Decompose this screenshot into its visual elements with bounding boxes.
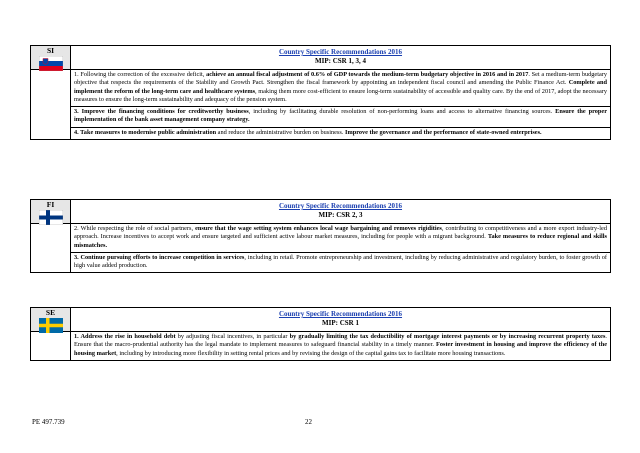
- slovenia-flag-icon: [39, 56, 63, 71]
- emphasis-text: 3. Continue pursuing efforts to increase competition in services: [74, 253, 245, 261]
- recommendation-item: [71, 107, 610, 128]
- emphasis-text: achieve an annual fiscal adjustment of 0.6% of GDP towards the medium-term budgetary objective in 2016 and in 2017: [206, 71, 529, 78]
- country-cell: [31, 308, 71, 331]
- body-text: by adjusting fiscal incentives, in particular: [175, 333, 290, 340]
- page-number: 22: [305, 418, 312, 426]
- body-text: , making them more cost-efficient to ensure long-term sustainability of accessible and quality care. By the end of 2017, adopt the necessary measures to ensure the long-term sustainability and adequacy of the pension system.: [74, 87, 607, 103]
- block-header: [31, 46, 610, 70]
- recommendations-link[interactable]: Country Specific Recommendations 2016: [278, 310, 403, 318]
- emphasis-text: 1. Address the rise in household debt: [74, 333, 176, 340]
- body-text: , including by facilitating durable resolution of non-performing loans and access to alternative financing sources.: [248, 108, 556, 116]
- country-code: SI: [46, 46, 55, 55]
- block-header: [31, 308, 610, 332]
- emphasis-text: Take measures to reduce regional and skills mismatches.: [74, 233, 607, 249]
- document-reference: PE 497.739: [32, 418, 65, 426]
- mip-label: MIP: CSR 2, 3: [318, 210, 363, 219]
- recommendation-list: [71, 332, 610, 360]
- recommendation-item: [71, 128, 610, 139]
- emphasis-text: ensure that the wage setting system enhances local wage bargaining and removes rigidities: [195, 225, 442, 232]
- country-block-fi: [30, 199, 611, 273]
- body-text: and reduce the administrative burden on business.: [216, 128, 345, 136]
- body-text: , including by introducing more flexibility in setting rental prices and by revising the design of the capital gains tax to facilitate more housing transactions.: [116, 349, 506, 357]
- recommendation-list: [71, 70, 610, 139]
- emphasis-text: 4. Take measures to modernise public administration: [74, 128, 217, 136]
- recommendation-item: [71, 224, 610, 253]
- recommendations-link[interactable]: Country Specific Recommendations 2016: [278, 202, 403, 210]
- emphasis-text: Ensure the proper implementation of the bank asset management company strategy.: [74, 108, 607, 124]
- recommendation-item: [71, 332, 610, 360]
- emphasis-text: 3. Improve the financing conditions for creditworthy business: [74, 108, 249, 116]
- block-title-area: [71, 200, 610, 223]
- country-code: SE: [45, 308, 56, 317]
- recommendations-link[interactable]: Country Specific Recommendations 2016: [278, 48, 403, 56]
- block-title-area: [71, 308, 610, 331]
- body-text: 1. Following the correction of the excessive deficit,: [74, 71, 207, 78]
- emphasis-text: by gradually limiting the tax deductibility of mortgage interest payments or by increasing recurrent property taxes: [289, 333, 606, 340]
- body-text: . Ensure that the macro-prudential authority has the legal mandate to implement measures to safeguard financial stability in a timely manner.: [74, 333, 607, 349]
- mip-label: MIP: CSR 1, 3, 4: [315, 56, 366, 65]
- emphasis-text: Complete and implement the reform of the long-term care and healthcare systems: [74, 79, 607, 95]
- country-code: FI: [46, 200, 55, 209]
- body-text: , including in retail. Promote entrepreneurship and investment, including by reducing administrative and regulatory burden, to foster growth of high value added production.: [74, 253, 608, 270]
- country-block-se: [30, 307, 611, 361]
- country-block-si: [30, 45, 611, 140]
- body-text: . Set a medium-term budgetary objective that respects the requirements of the Stability and Growth Pact. Strengthen the fiscal framework by appointing an independent fiscal council and amending the Public Finance Act.: [74, 71, 607, 87]
- emphasis-text: Foster investment in housing and improve the efficiency of the housing market: [74, 341, 607, 357]
- recommendation-item: [71, 70, 610, 107]
- block-title-area: [71, 46, 610, 69]
- block-header: [31, 200, 610, 224]
- emphasis-text: Improve the governance and the performance of state-owned enterprises.: [345, 128, 542, 136]
- country-cell: [31, 46, 71, 69]
- recommendation-item: [71, 253, 610, 273]
- finland-flag-icon: [39, 210, 63, 225]
- sweden-flag-icon: [39, 318, 63, 333]
- recommendation-list: [71, 224, 610, 272]
- body-text: 2. While respecting the role of social partners,: [74, 225, 196, 232]
- mip-label: MIP: CSR 1: [322, 318, 359, 327]
- body-text: , contributing to competitiveness and a more export industry-led approach. Increase incentives to accept work and ensure targeted and sufficient active labour market measures, including for people with a migrant background.: [74, 225, 607, 241]
- country-cell: [31, 200, 71, 223]
